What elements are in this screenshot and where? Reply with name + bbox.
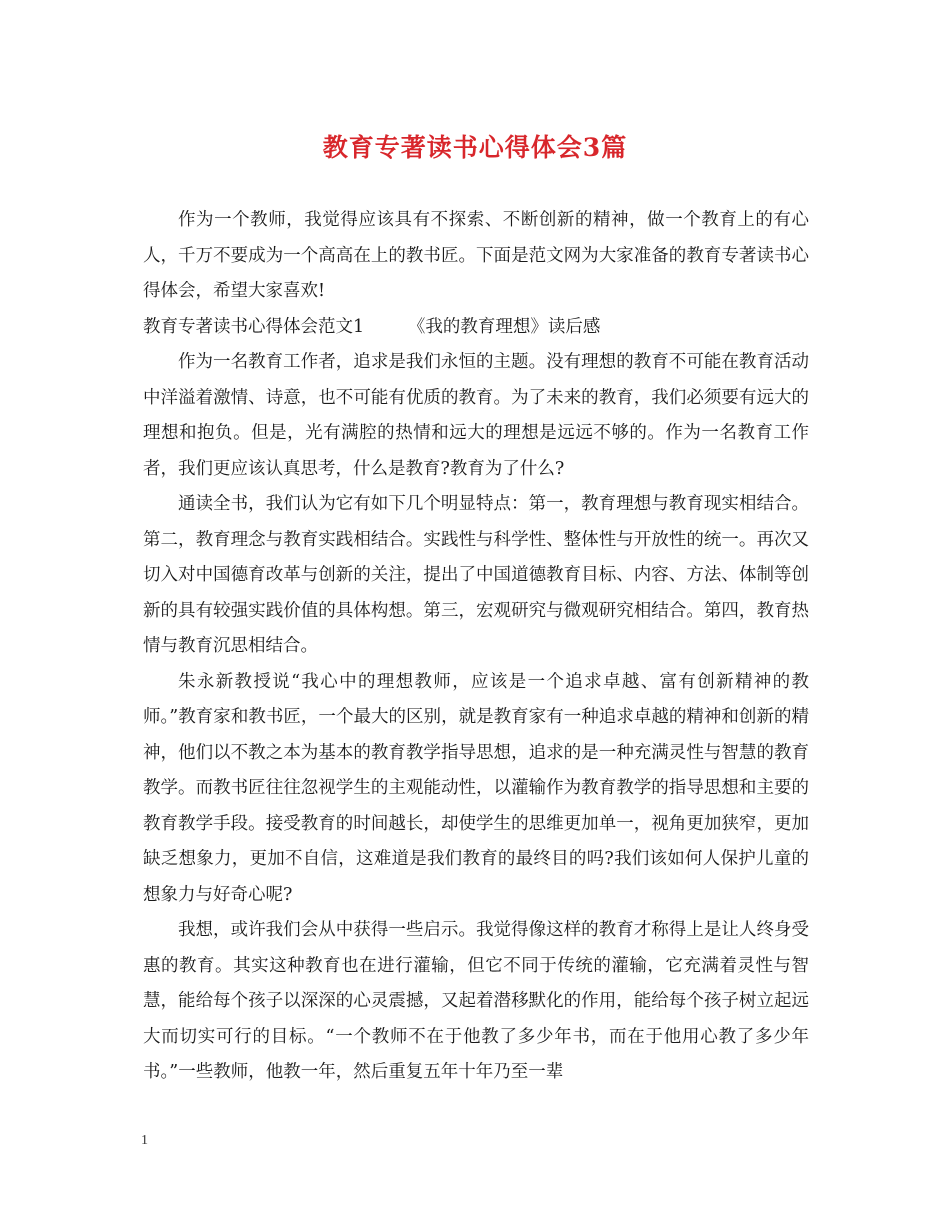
document-title: 教育专著读书心得体会3篇 [322, 133, 628, 162]
intro-paragraph: 作为一个教师，我觉得应该具有不探索、不断创新的精神，做一个教育上的有心人，千万不要成为一个高高在上的教书匠。下面是范文网为大家准备的教育专著读书心得体会，希望大家喜欢! [143, 210, 809, 301]
section-heading: 教育专著读书心得体会范文1 《我的教育理想》读后感 [143, 316, 601, 337]
body-paragraph-4: 我想，或许我们会从中获得一些启示。我觉得像这样的教育才称得上是让人终身受惠的教育。其实这种教育也在进行灌输，但它不同于传统的灌输，它充满着灵性与智慧，能给每个孩子以深深的心灵震撼，又起着潜移默化的作用，能给每个孩子树立起远大而切实可行的目标。“一个教师不在于他教了多少年书，而在于他用心教了多少年书。”一些教师，他教一年，然后重复五年十年乃至一辈 [143, 920, 809, 1082]
page-number: 1 [141, 1133, 148, 1148]
document-body [143, 203, 809, 1091]
body-paragraph-1: 作为一名教育工作者，追求是我们永恒的主题。没有理想的教育不可能在教育活动中洋溢着激情、诗意，也不可能有优质的教育。为了未来的教育，我们必须要有远大的理想和抱负。但是，光有满腔的热情和远大的理想是远远不够的。作为一名教育工作者，我们更应该认真思考，什么是教育?教育为了什么? [143, 352, 809, 479]
body-paragraph-3: 朱永新教授说“我心中的理想教师，应该是一个追求卓越、富有创新精神的教师。”教育家和教书匠，一个最大的区别，就是教育家有一种追求卓越的精神和创新的精神，他们以不教之本为基本的教育教学指导思想，追求的是一种充满灵性与智慧的教育教学。而教书匠往往忽视学生的主观能动性，以灌输作为教育教学的指导思想和主要的教育教学手段。接受教育的时间越长，却使学生的思维更加单一，视角更加狭窄，更加缺乏想象力，更加不自信，这难道是我们教育的最终目的吗?我们该如何人保护儿童的想象力与好奇心呢? [143, 671, 809, 905]
body-paragraph-2: 通读全书，我们认为它有如下几个明显特点：第一，教育理想与教育现实相结合。第二，教育理念与教育实践相结合。实践性与科学性、整体性与开放性的统一。再次又切入对中国德育改革与创新的关注，提出了中国道德教育目标、内容、方法、体制等创新的具有较强实践价值的具体构想。第三，宏观研究与微观研究相结合。第四，教育热情与教育沉思相结合。 [143, 494, 809, 656]
